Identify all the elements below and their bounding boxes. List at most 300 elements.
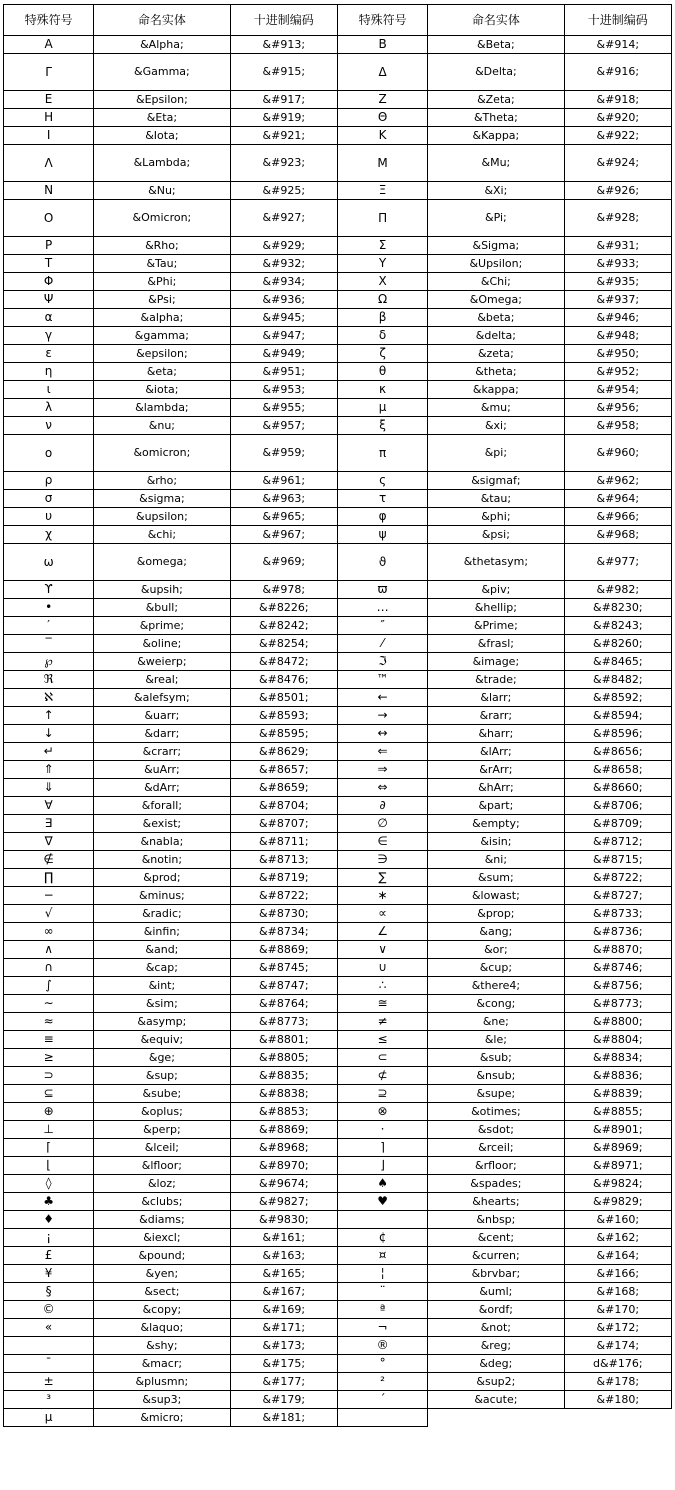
decimal-cell-left: &#8805; [230,1049,337,1067]
entity-cell-right: &phi; [428,508,564,526]
entity-cell-right: &beta; [428,309,564,327]
symbol-cell-right: ↔ [337,725,427,743]
decimal-cell-left: &#8838; [230,1085,337,1103]
symbol-cell-right: δ [337,327,427,345]
entity-cell-right: &or; [428,941,564,959]
entity-cell-right: &sup2; [428,1373,564,1391]
table-row [4,959,672,977]
decimal-cell-left: &#8773; [230,1013,337,1031]
entity-cell-right: &otimes; [428,1103,564,1121]
symbol-cell-left: ¡ [4,1229,94,1247]
symbol-cell-left: ϒ [4,581,94,599]
entity-cell-right: &zeta; [428,345,564,363]
table-row [4,977,672,995]
decimal-cell-right: &#926; [564,182,671,200]
symbol-cell-right: ⌉ [337,1139,427,1157]
entity-cell-right: &trade; [428,671,564,689]
entity-cell-left: &bull; [94,599,230,617]
table-row [4,1391,672,1409]
entity-cell-left: &sim; [94,995,230,1013]
entity-cell-left: &nu; [94,417,230,435]
decimal-cell-right: &#8756; [564,977,671,995]
entity-cell-left: &prod; [94,869,230,887]
decimal-cell-right: &#8834; [564,1049,671,1067]
entity-cell-left: &Alpha; [94,36,230,54]
symbol-cell-left: ∇ [4,833,94,851]
decimal-cell-right: &#950; [564,345,671,363]
decimal-cell-left: &#8713; [230,851,337,869]
table-row [4,36,672,54]
entity-cell-left: &Lambda; [94,145,230,182]
symbol-cell-left: Γ [4,54,94,91]
decimal-cell-right: &#8836; [564,1067,671,1085]
symbol-cell-left: Ψ [4,291,94,309]
symbol-cell-right: π [337,435,427,472]
symbol-cell-left: ∩ [4,959,94,977]
table-row [4,381,672,399]
symbol-cell-right: ⇐ [337,743,427,761]
symbol-cell-right [337,1409,427,1427]
decimal-cell-left: &#9830; [230,1211,337,1229]
decimal-cell-right: &#8971; [564,1157,671,1175]
table-row [4,255,672,273]
entity-cell-left: &exist; [94,815,230,833]
decimal-cell-right: &#956; [564,399,671,417]
entity-cell-left: &sup; [94,1067,230,1085]
entity-cell-right: &piv; [428,581,564,599]
table-row [4,472,672,490]
decimal-cell-left: &#8968; [230,1139,337,1157]
decimal-cell-right: &#174; [564,1337,671,1355]
symbol-cell-right: ⊂ [337,1049,427,1067]
symbol-cell-left: ± [4,1373,94,1391]
decimal-cell-left: &#8970; [230,1157,337,1175]
entity-cell-right: &empty; [428,815,564,833]
symbol-cell-right: ∨ [337,941,427,959]
symbol-cell-right: ⋅ [337,1121,427,1139]
symbol-cell-right: ♠ [337,1175,427,1193]
decimal-cell-left: &#8593; [230,707,337,725]
symbol-cell-right: ∴ [337,977,427,995]
table-row [4,54,672,91]
entity-cell-left: &loz; [94,1175,230,1193]
table-row [4,291,672,309]
symbol-cell-left: ℘ [4,653,94,671]
decimal-cell-left: &#9674; [230,1175,337,1193]
table-row [4,1067,672,1085]
entity-cell-left: &eta; [94,363,230,381]
table-row [4,707,672,725]
symbol-cell-right: ∝ [337,905,427,923]
symbol-cell-left: ⌊ [4,1157,94,1175]
symbol-cell-left: ⊆ [4,1085,94,1103]
symbol-cell-left: ∼ [4,995,94,1013]
entity-cell-right: &spades; [428,1175,564,1193]
entity-cell-right: &Xi; [428,182,564,200]
symbol-cell-left: µ [4,1409,94,1427]
decimal-cell-right: &#933; [564,255,671,273]
entity-cell-left: &omicron; [94,435,230,472]
decimal-cell-left: &#171; [230,1319,337,1337]
entity-cell-right: &sigmaf; [428,472,564,490]
table-row [4,91,672,109]
table-row [4,1085,672,1103]
symbol-cell-right: Ω [337,291,427,309]
decimal-cell-left: &#169; [230,1301,337,1319]
table-row [4,1301,672,1319]
entity-cell-left: &Phi; [94,273,230,291]
symbol-cell-left: ⇑ [4,761,94,779]
table-row [4,127,672,145]
decimal-cell-left: &#961; [230,472,337,490]
entity-cell-right: &harr; [428,725,564,743]
symbol-cell-right: μ [337,399,427,417]
entity-cell-right: &theta; [428,363,564,381]
decimal-cell-left: &#959; [230,435,337,472]
column-header-entity-left: 命名实体 [94,5,230,36]
entity-cell-right: &rarr; [428,707,564,725]
table-row [4,363,672,381]
decimal-cell-left: &#934; [230,273,337,291]
decimal-cell-left: &#165; [230,1265,337,1283]
decimal-cell-right: &#8243; [564,617,671,635]
symbol-cell-left: ε [4,345,94,363]
symbol-cell-right: ¨ [337,1283,427,1301]
entity-cell-left: &Eta; [94,109,230,127]
table-row [4,941,672,959]
decimal-cell-right: &#962; [564,472,671,490]
entity-cell-right: &reg; [428,1337,564,1355]
entity-cell-left: &infin; [94,923,230,941]
symbol-cell-left: Ν [4,182,94,200]
symbol-cell-left: Τ [4,255,94,273]
entity-cell-right: &ordf; [428,1301,564,1319]
entity-cell-left: &cap; [94,959,230,977]
decimal-cell-left: &#953; [230,381,337,399]
table-row [4,635,672,653]
entity-cell-left: &micro; [94,1409,230,1427]
entity-cell-right: &Omega; [428,291,564,309]
table-row [4,1283,672,1301]
table-row [4,273,672,291]
entity-cell-right: &kappa; [428,381,564,399]
symbol-cell-left: ∞ [4,923,94,941]
decimal-cell-left: &#915; [230,54,337,91]
decimal-cell-left: &#8476; [230,671,337,689]
symbol-cell-left: ¥ [4,1265,94,1283]
table-row [4,653,672,671]
entity-cell-left: &notin; [94,851,230,869]
symbol-cell-right: ≤ [337,1031,427,1049]
symbol-cell-right: ´ [337,1391,427,1409]
symbol-cell-left: ∧ [4,941,94,959]
decimal-cell-right: &#164; [564,1247,671,1265]
symbol-cell-left: ≡ [4,1031,94,1049]
entity-cell-right: &cent; [428,1229,564,1247]
decimal-cell-left: &#167; [230,1283,337,1301]
decimal-cell-left: &#8869; [230,1121,337,1139]
symbol-cell-right: ϖ [337,581,427,599]
decimal-cell-left: &#8501; [230,689,337,707]
entity-cell-right: &there4; [428,977,564,995]
entity-cell-left: &nabla; [94,833,230,851]
entity-cell-left: &epsilon; [94,345,230,363]
entity-cell-left: &lambda; [94,399,230,417]
decimal-cell-left: &#955; [230,399,337,417]
decimal-cell-right: &#916; [564,54,671,91]
symbol-cell-right: ° [337,1355,427,1373]
symbol-cell-right: Δ [337,54,427,91]
entity-cell-left: &minus; [94,887,230,905]
decimal-cell-right: &#8658; [564,761,671,779]
symbol-cell-left: Ο [4,200,94,237]
symbol-cell-left: ↑ [4,707,94,725]
entity-cell-right: &deg; [428,1355,564,1373]
entity-cell-right: &le; [428,1031,564,1049]
decimal-cell-left: &#8730; [230,905,337,923]
symbol-cell-left: ω [4,544,94,581]
entity-cell-left: &copy; [94,1301,230,1319]
symbol-cell-left: ι [4,381,94,399]
entity-cell-left: &laquo; [94,1319,230,1337]
entity-cell-right: &rceil; [428,1139,564,1157]
decimal-cell-left: &#8254; [230,635,337,653]
table-row [4,689,672,707]
entity-cell-right: &pi; [428,435,564,472]
entity-cell-right: &Sigma; [428,237,564,255]
table-row [4,145,672,182]
entity-cell-left: &Omicron; [94,200,230,237]
table-row [4,1337,672,1355]
symbol-cell-right: ♥ [337,1193,427,1211]
table-row [4,508,672,526]
symbol-cell-left: Λ [4,145,94,182]
decimal-cell-right: &#8594; [564,707,671,725]
table-row [4,544,672,581]
entity-cell-left: &uArr; [94,761,230,779]
table-row [4,309,672,327]
symbol-cell-right: ¦ [337,1265,427,1283]
table-row [4,1103,672,1121]
decimal-cell-right: &#958; [564,417,671,435]
symbol-cell-left: ³ [4,1391,94,1409]
entity-cell-left: &int; [94,977,230,995]
table-row [4,1247,672,1265]
entity-cell-right: &acute; [428,1391,564,1409]
entity-cell-left: &diams; [94,1211,230,1229]
entity-cell-right: &Beta; [428,36,564,54]
symbol-cell-left: ⊕ [4,1103,94,1121]
entity-cell-left: &Psi; [94,291,230,309]
decimal-cell-right: &#977; [564,544,671,581]
symbol-cell-left: χ [4,526,94,544]
decimal-cell-right: &#8715; [564,851,671,869]
entity-cell-right: &uml; [428,1283,564,1301]
column-header-symbol-left: 特殊符号 [4,5,94,36]
symbol-cell-right: Θ [337,109,427,127]
entity-cell-right: &image; [428,653,564,671]
table-row [4,581,672,599]
table-row [4,851,672,869]
entity-cell-left: &weierp; [94,653,230,671]
entity-cell-left: &equiv; [94,1031,230,1049]
decimal-cell-left: &#932; [230,255,337,273]
entity-cell-right: &hArr; [428,779,564,797]
symbol-cell-right: ¬ [337,1319,427,1337]
entity-cell-left: &oplus; [94,1103,230,1121]
decimal-cell-right: &#937; [564,291,671,309]
table-row [4,743,672,761]
table-row [4,1229,672,1247]
entity-cell-left: &radic; [94,905,230,923]
entity-cell-right: &prop; [428,905,564,923]
table-row [4,345,672,363]
table-row [4,237,672,255]
symbol-cell-left: η [4,363,94,381]
table-row [4,1049,672,1067]
entity-cell-left: &upsih; [94,581,230,599]
table-row [4,1175,672,1193]
symbol-cell-right: ⇔ [337,779,427,797]
decimal-cell-right: &#8722; [564,869,671,887]
table-row [4,995,672,1013]
decimal-cell-left: &#969; [230,544,337,581]
symbol-cell-left: λ [4,399,94,417]
symbol-cell-right: ® [337,1337,427,1355]
entity-cell-right: &ang; [428,923,564,941]
symbol-cell-right: ″ [337,617,427,635]
symbol-cell-right: Σ [337,237,427,255]
symbol-cell-left: ⊃ [4,1067,94,1085]
table-header [4,5,672,36]
symbol-cell-left: ∃ [4,815,94,833]
table-row [4,200,672,237]
decimal-cell-left: &#9827; [230,1193,337,1211]
table-row [4,1157,672,1175]
decimal-cell-left: &#163; [230,1247,337,1265]
decimal-cell-right: &#8656; [564,743,671,761]
symbol-cell-left: ↵ [4,743,94,761]
decimal-cell-left: &#8745; [230,959,337,977]
decimal-cell-right: &#8706; [564,797,671,815]
symbol-cell-right: ª [337,1301,427,1319]
symbol-cell-right: ⊗ [337,1103,427,1121]
entity-cell-right: &ne; [428,1013,564,1031]
entity-cell-left: &sup3; [94,1391,230,1409]
entity-cell-right: &lowast; [428,887,564,905]
symbol-cell-left: − [4,887,94,905]
symbol-cell-left: Α [4,36,94,54]
decimal-cell-left: &#161; [230,1229,337,1247]
table-row [4,1121,672,1139]
table-row [4,109,672,127]
symbol-cell-right: ∈ [337,833,427,851]
entity-cell-right [428,1409,564,1427]
entity-cell-left: &rho; [94,472,230,490]
symbol-cell-right: ∅ [337,815,427,833]
decimal-cell-left: &#913; [230,36,337,54]
entity-cell-right: &supe; [428,1085,564,1103]
decimal-cell-right: &#8800; [564,1013,671,1031]
symbol-cell-right: ξ [337,417,427,435]
table-row [4,490,672,508]
symbol-cell-right: κ [337,381,427,399]
table-row [4,1139,672,1157]
entity-cell-right: &cong; [428,995,564,1013]
decimal-cell-right: &#8969; [564,1139,671,1157]
symbol-cell-right: Ξ [337,182,427,200]
decimal-cell-right: &#166; [564,1265,671,1283]
symbol-cell-right: ∑ [337,869,427,887]
symbol-cell-left: √ [4,905,94,923]
symbol-cell-left: ρ [4,472,94,490]
symbol-cell-left: £ [4,1247,94,1265]
entity-cell-right: &delta; [428,327,564,345]
entity-cell-left: &gamma; [94,327,230,345]
entity-cell-right: &cup; [428,959,564,977]
entity-cell-right: &thetasym; [428,544,564,581]
decimal-cell-left: &#929; [230,237,337,255]
entity-cell-right: &mu; [428,399,564,417]
entity-cell-left: &yen; [94,1265,230,1283]
entity-cell-right: &brvbar; [428,1265,564,1283]
entity-cell-left: &Gamma; [94,54,230,91]
symbol-cell-right: ⁄ [337,635,427,653]
entity-cell-left: &macr; [94,1355,230,1373]
symbol-cell-left: © [4,1301,94,1319]
decimal-cell-right: &#180; [564,1391,671,1409]
decimal-cell-right [564,1409,671,1427]
table-row [4,761,672,779]
symbol-cell-left: ↓ [4,725,94,743]
entity-cell-right: &hearts; [428,1193,564,1211]
decimal-cell-right: &#946; [564,309,671,327]
decimal-cell-left: &#925; [230,182,337,200]
entity-cell-right: &Mu; [428,145,564,182]
table-row [4,182,672,200]
table-row [4,1031,672,1049]
entity-cell-left: &Nu; [94,182,230,200]
entity-cell-left: &clubs; [94,1193,230,1211]
decimal-cell-right: &#920; [564,109,671,127]
symbol-cell-right: ← [337,689,427,707]
decimal-cell-right: &#8736; [564,923,671,941]
decimal-cell-left: &#8764; [230,995,337,1013]
entity-cell-left: &upsilon; [94,508,230,526]
entity-cell-left: &sigma; [94,490,230,508]
column-header-decimal-left: 十进制编码 [230,5,337,36]
decimal-cell-left: &#919; [230,109,337,127]
entity-cell-left: &perp; [94,1121,230,1139]
symbol-cell-right: Π [337,200,427,237]
symbol-cell-left: • [4,599,94,617]
entity-cell-right: &Pi; [428,200,564,237]
entity-cell-left: &prime; [94,617,230,635]
symbol-cell-left: Ρ [4,237,94,255]
symbol-cell-left: ν [4,417,94,435]
decimal-cell-left: &#177; [230,1373,337,1391]
entity-cell-right: &rArr; [428,761,564,779]
symbol-cell-left: ο [4,435,94,472]
table-row [4,1211,672,1229]
symbol-cell-left: ≈ [4,1013,94,1031]
table-row [4,417,672,435]
symbol-cell-left: ⊥ [4,1121,94,1139]
table-row [4,1193,672,1211]
table-row [4,833,672,851]
decimal-cell-right: &#918; [564,91,671,109]
entity-cell-right: &tau; [428,490,564,508]
